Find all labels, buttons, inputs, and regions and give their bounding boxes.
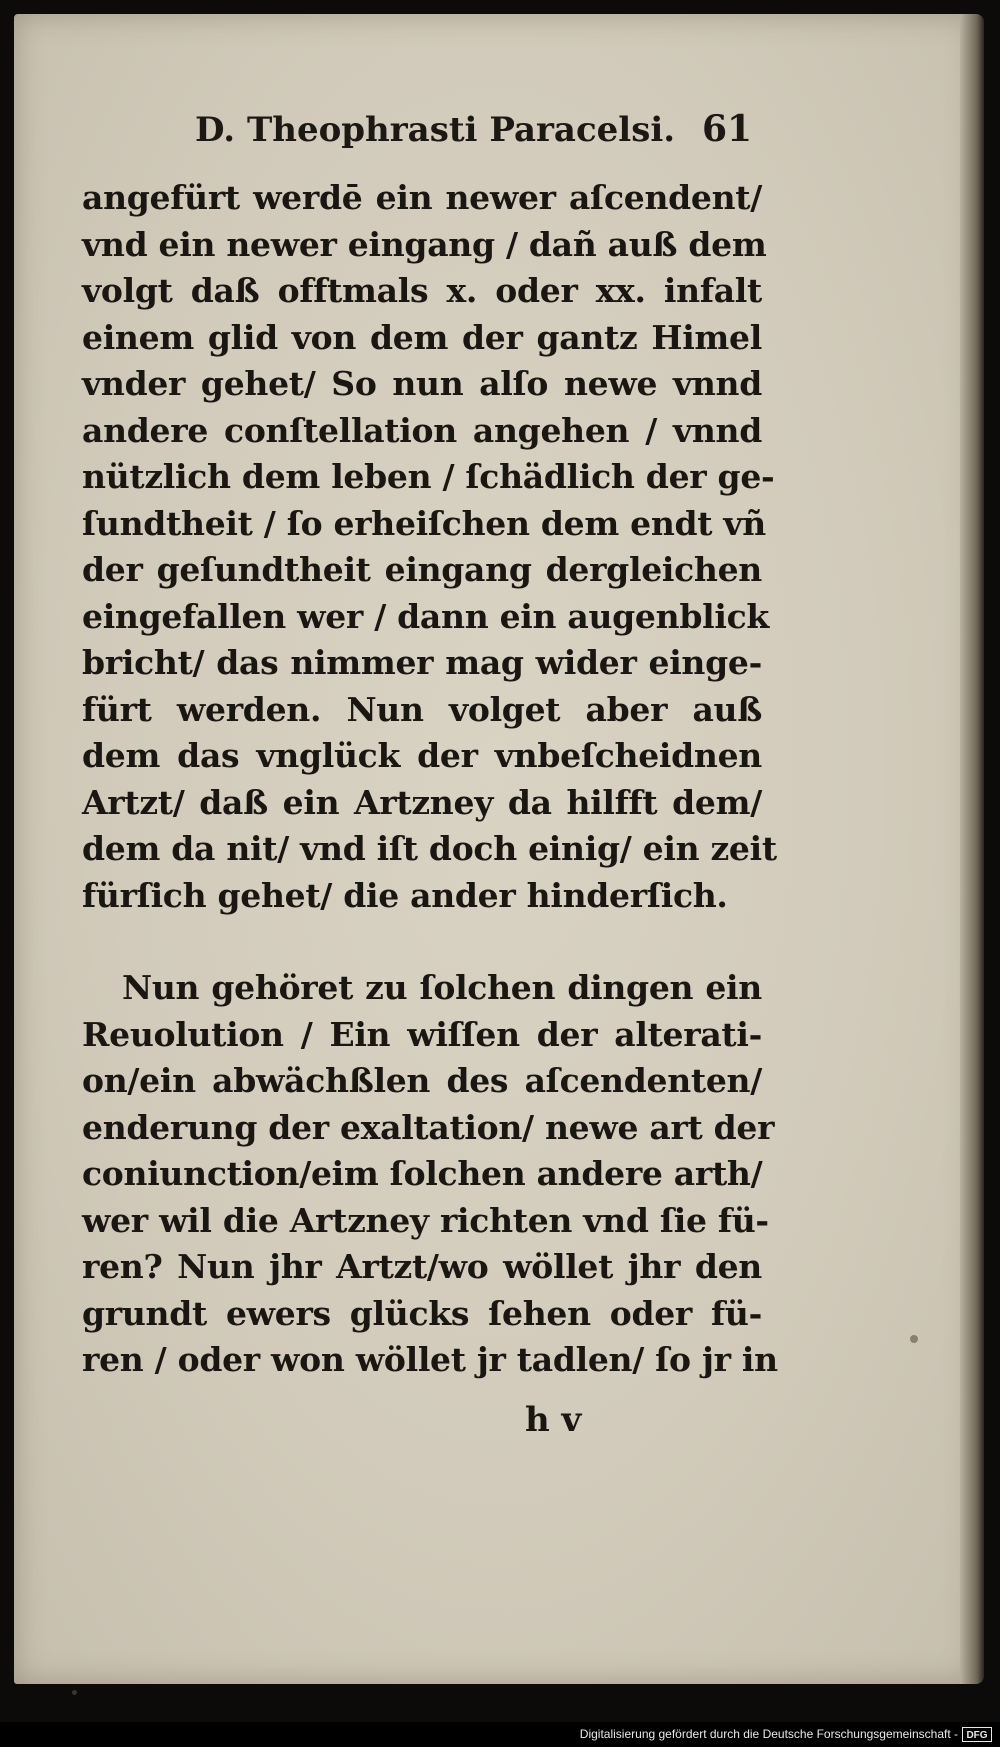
text-line: der geſundtheit eingang dergleichen	[82, 550, 762, 589]
text-line: eingefallen wer / dann ein augenblick	[82, 596, 769, 636]
footer-credit: Digitalisierung gefördert durch die Deutsche Forschungsgemeinschaft -	[579, 1727, 958, 1741]
text-line: enderung der exaltation/ newe art der	[82, 1107, 775, 1147]
text-line: Artzt/ daß ein Artzney da hilfft dem/	[82, 782, 762, 822]
page-number: 61	[702, 108, 753, 150]
text-line: grundt ewers glücks ſehen oder fü-	[82, 1293, 762, 1333]
text-line: Reuolution / Ein wiſſen der alterati-	[82, 1014, 762, 1054]
text-line: fürt werden. Nun volget aber auß	[82, 689, 762, 729]
text-line: ren / oder won wöllet jr tadlen/ ſo jr in	[82, 1340, 778, 1379]
text-line: dem da nit/ vnd iſt doch einig/ ein zeit	[82, 829, 777, 868]
paragraph-2	[82, 965, 778, 1384]
text-line: vnder gehet/ So nun alſo newe vnnd	[82, 364, 762, 403]
dfg-logo: DFG	[962, 1727, 992, 1742]
paragraph-1	[82, 175, 777, 919]
text-line: vnd ein newer eingang / dañ auß dem	[82, 224, 767, 264]
text-line: andere conſtellation angehen / vnnd	[82, 410, 762, 450]
text-line: dem das vnglück der vnbeſcheidnen	[82, 736, 762, 775]
signature-mark: h v	[525, 1400, 582, 1440]
text-line: on/ein abwächßlen des aſcendenten/	[82, 1061, 762, 1100]
text-line: angefürt werdē ein newer aſcendent/	[82, 178, 762, 217]
text-line: coniunction/eim ſolchen andere arth/	[82, 1154, 763, 1193]
text-line: wer wil die Artzney richten vnd ſie fü-	[82, 1200, 769, 1240]
page-edge	[960, 14, 984, 1684]
text-line: bricht/ das nimmer mag wider einge-	[82, 643, 762, 682]
paper-speck	[72, 1690, 77, 1695]
text-line: fürſich gehet/ die ander hinderſich.	[82, 875, 728, 915]
text-line: Nun gehöret zu ſolchen dingen ein	[122, 968, 762, 1007]
text-line: ren? Nun jhr Artzt/wo wöllet jhr den	[82, 1247, 762, 1286]
running-head: D. Theophrasti Paracelsi.	[195, 110, 676, 150]
text-line: ſundtheit / ſo erheiſchen dem endt vñ	[82, 503, 766, 543]
text-line: volgt daß offtmals x. oder xx. infalt	[82, 271, 762, 310]
digitization-footer	[0, 1722, 1000, 1747]
text-line: nützlich dem leben / ſchädlich der ge-	[82, 457, 775, 496]
paper-speck	[910, 1335, 918, 1343]
text-line: einem glid von dem der gantz Himel	[82, 317, 762, 357]
